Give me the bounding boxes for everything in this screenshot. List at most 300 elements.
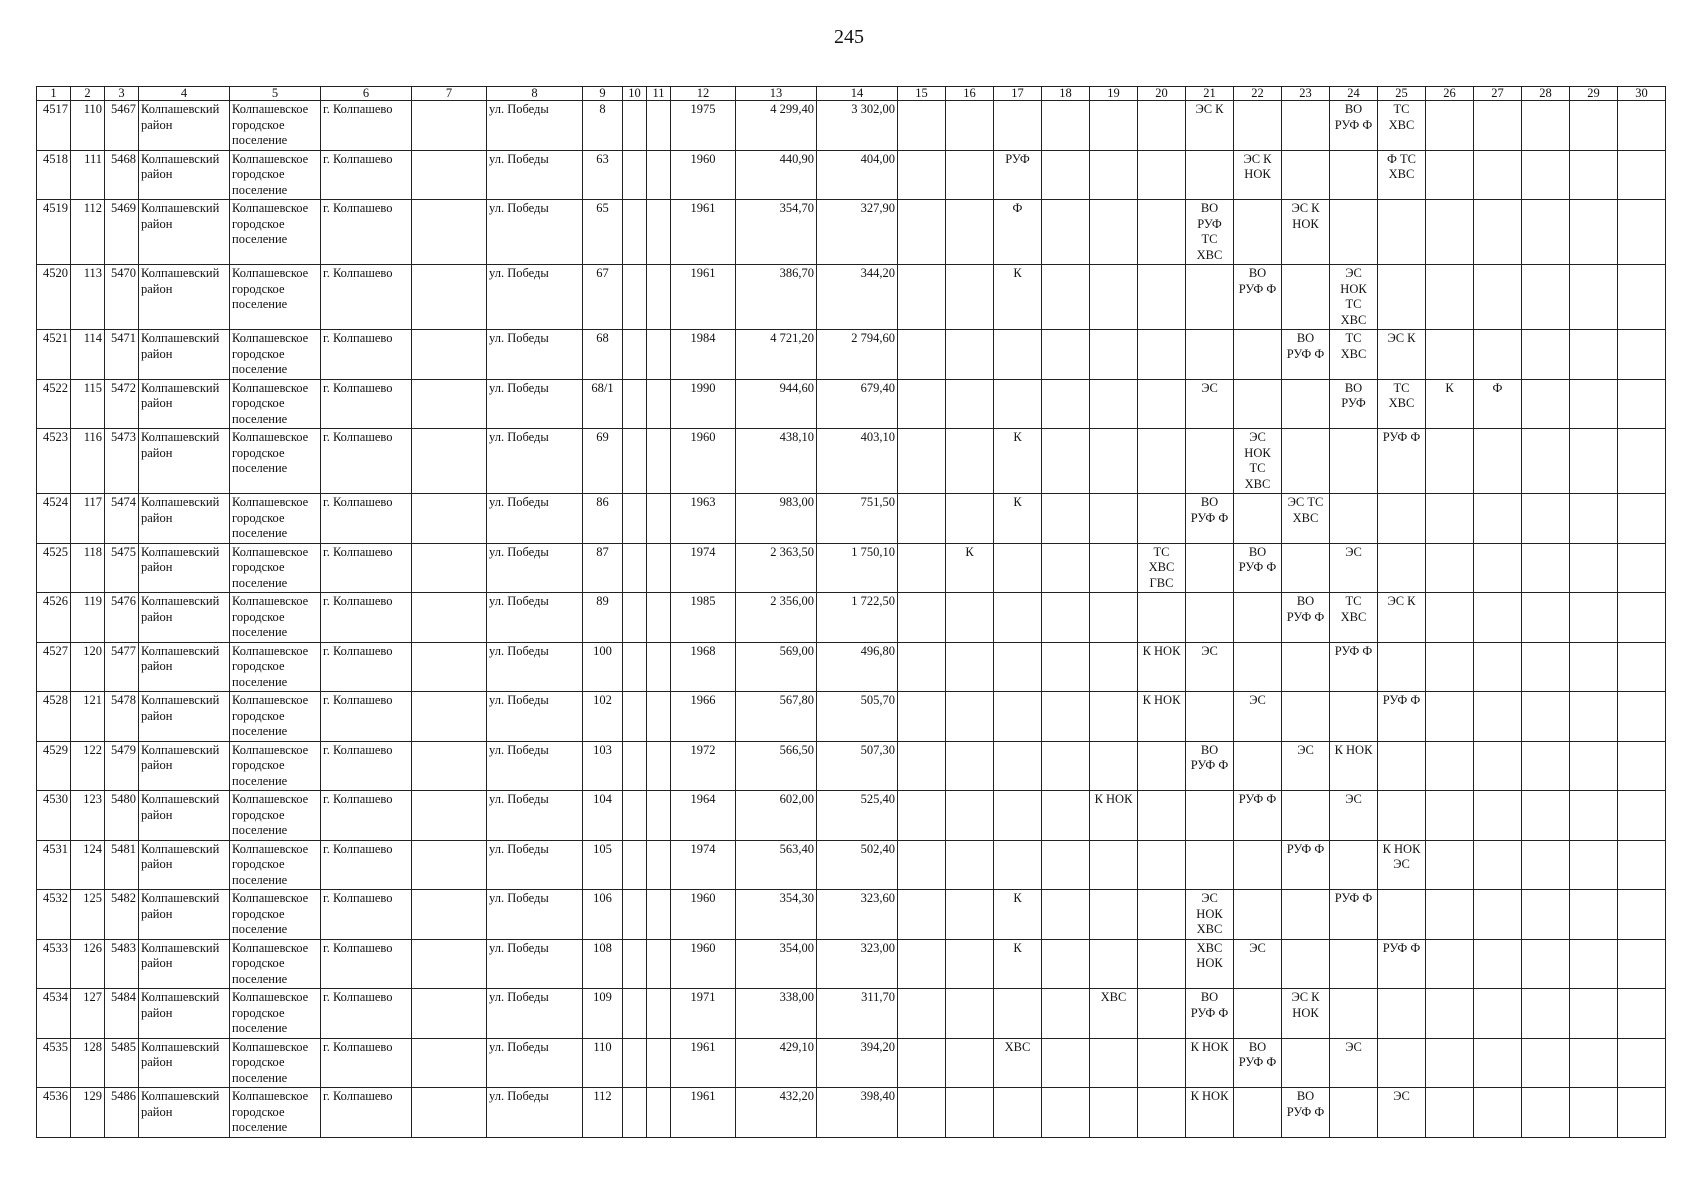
- table-cell: 5484: [105, 989, 139, 1039]
- table-cell: 344,20: [817, 265, 898, 330]
- table-cell: [1426, 692, 1474, 742]
- table-cell: 5474: [105, 494, 139, 544]
- table-cell: 354,30: [736, 890, 817, 940]
- table-cell: [1042, 840, 1090, 890]
- table-cell: [946, 429, 994, 494]
- table-cell: [412, 150, 487, 200]
- table-cell: [898, 890, 946, 940]
- table-cell: [1330, 150, 1378, 200]
- table-cell: [1474, 692, 1522, 742]
- table-cell: [1426, 330, 1474, 380]
- table-cell: [1570, 791, 1618, 841]
- table-cell: [412, 429, 487, 494]
- table-cell: Колпашевское городское поселение: [230, 1038, 321, 1088]
- table-cell: [1234, 989, 1282, 1039]
- table-cell: [412, 791, 487, 841]
- table-cell: [1138, 791, 1186, 841]
- table-cell: ВО РУФ Ф: [1330, 101, 1378, 151]
- table-cell: [898, 741, 946, 791]
- table-cell: 110: [583, 1038, 623, 1088]
- table-cell: ул. Победы: [487, 1038, 583, 1088]
- table-cell: [1522, 265, 1570, 330]
- table-cell: [1042, 939, 1090, 989]
- table-cell: [994, 791, 1042, 841]
- table-cell: [1186, 840, 1234, 890]
- table-cell: Колпашевское городское поселение: [230, 1088, 321, 1138]
- table-cell: [1426, 265, 1474, 330]
- table-cell: г. Колпашево: [321, 1038, 412, 1088]
- table-cell: [1042, 1088, 1090, 1138]
- table-cell: ул. Победы: [487, 593, 583, 643]
- table-cell: [1618, 265, 1666, 330]
- table-cell: Колпашевский район: [139, 1088, 230, 1138]
- table-cell: Колпашевский район: [139, 692, 230, 742]
- table-cell: [1522, 1038, 1570, 1088]
- table-cell: Колпашевский район: [139, 741, 230, 791]
- table-cell: К НОК: [1138, 642, 1186, 692]
- table-cell: РУФ Ф: [1378, 692, 1426, 742]
- table-cell: [898, 150, 946, 200]
- table-cell: 104: [583, 791, 623, 841]
- table-cell: [623, 543, 647, 593]
- table-cell: г. Колпашево: [321, 989, 412, 1039]
- table-cell: 679,40: [817, 379, 898, 429]
- table-cell: [1570, 429, 1618, 494]
- table-cell: 567,80: [736, 692, 817, 742]
- table-cell: Колпашевский район: [139, 330, 230, 380]
- table-cell: 125: [71, 890, 105, 940]
- table-cell: 4528: [37, 692, 71, 742]
- table-cell: [1234, 890, 1282, 940]
- table-cell: [1522, 150, 1570, 200]
- table-cell: [1282, 939, 1330, 989]
- table-cell: [1426, 200, 1474, 265]
- table-cell: Ф: [994, 200, 1042, 265]
- table-cell: ЭС НОК ТС ХВС: [1234, 429, 1282, 494]
- table-cell: К: [994, 429, 1042, 494]
- table-cell: 354,00: [736, 939, 817, 989]
- table-cell: [1522, 543, 1570, 593]
- table-cell: 311,70: [817, 989, 898, 1039]
- table-cell: [1042, 890, 1090, 940]
- table-cell: [946, 101, 994, 151]
- table-cell: [1138, 330, 1186, 380]
- table-cell: ВО РУФ Ф: [1234, 1038, 1282, 1088]
- table-cell: [994, 593, 1042, 643]
- table-cell: 106: [583, 890, 623, 940]
- table-cell: 983,00: [736, 494, 817, 544]
- table-cell: [1186, 692, 1234, 742]
- table-cell: [1378, 741, 1426, 791]
- table-cell: ВО РУФ Ф: [1234, 543, 1282, 593]
- table-cell: 4529: [37, 741, 71, 791]
- table-cell: 4524: [37, 494, 71, 544]
- table-cell: [1618, 1088, 1666, 1138]
- table-cell: [1474, 1038, 1522, 1088]
- table-cell: [994, 642, 1042, 692]
- table-cell: [1186, 150, 1234, 200]
- column-header: 18: [1042, 87, 1090, 101]
- table-cell: [1618, 741, 1666, 791]
- table-cell: [1042, 379, 1090, 429]
- table-cell: [647, 989, 671, 1039]
- table-cell: [898, 840, 946, 890]
- column-header: 30: [1618, 87, 1666, 101]
- table-cell: [1570, 692, 1618, 742]
- table-cell: ул. Победы: [487, 379, 583, 429]
- table-cell: 112: [583, 1088, 623, 1138]
- column-header: 1: [37, 87, 71, 101]
- table-cell: [623, 791, 647, 841]
- column-header: 29: [1570, 87, 1618, 101]
- table-cell: Колпашевское городское поселение: [230, 265, 321, 330]
- table-cell: [1090, 939, 1138, 989]
- table-row: [37, 692, 1666, 742]
- table-cell: 327,90: [817, 200, 898, 265]
- table-cell: ул. Победы: [487, 101, 583, 151]
- table-cell: ЭС: [1330, 543, 1378, 593]
- table-cell: 440,90: [736, 150, 817, 200]
- table-cell: [623, 101, 647, 151]
- table-cell: Ф: [1474, 379, 1522, 429]
- table-cell: 1985: [671, 593, 736, 643]
- table-cell: [1426, 840, 1474, 890]
- table-cell: 8: [583, 101, 623, 151]
- table-cell: [898, 330, 946, 380]
- table-cell: [946, 265, 994, 330]
- column-header: 20: [1138, 87, 1186, 101]
- table-cell: [1426, 890, 1474, 940]
- table-cell: 4522: [37, 379, 71, 429]
- table-cell: 4 721,20: [736, 330, 817, 380]
- column-header: 3: [105, 87, 139, 101]
- table-cell: [1618, 989, 1666, 1039]
- table-cell: г. Колпашево: [321, 543, 412, 593]
- table-cell: [1618, 494, 1666, 544]
- table-cell: [412, 692, 487, 742]
- table-cell: [412, 593, 487, 643]
- table-cell: [898, 642, 946, 692]
- table-cell: [1042, 989, 1090, 1039]
- table-cell: К: [946, 543, 994, 593]
- table-cell: [1330, 989, 1378, 1039]
- table-cell: 5477: [105, 642, 139, 692]
- table-cell: 5483: [105, 939, 139, 989]
- table-cell: Колпашевский район: [139, 890, 230, 940]
- table-cell: К НОК: [1138, 692, 1186, 742]
- table-cell: [1090, 330, 1138, 380]
- table-cell: Колпашевский район: [139, 593, 230, 643]
- table-cell: Колпашевское городское поселение: [230, 791, 321, 841]
- table-cell: [994, 840, 1042, 890]
- table-cell: 1961: [671, 200, 736, 265]
- table-row: [37, 494, 1666, 544]
- table-cell: [946, 150, 994, 200]
- table-cell: [1234, 593, 1282, 643]
- table-cell: ЭС НОК ХВС: [1186, 890, 1234, 940]
- table-cell: 944,60: [736, 379, 817, 429]
- table-cell: 110: [71, 101, 105, 151]
- table-cell: [1282, 890, 1330, 940]
- table-cell: [1474, 1088, 1522, 1138]
- table-cell: 751,50: [817, 494, 898, 544]
- table-cell: 4535: [37, 1038, 71, 1088]
- table-cell: [1042, 494, 1090, 544]
- table-cell: г. Колпашево: [321, 150, 412, 200]
- table-cell: 1961: [671, 1038, 736, 1088]
- table-cell: [1522, 494, 1570, 544]
- table-cell: [1570, 1038, 1618, 1088]
- table-cell: 4520: [37, 265, 71, 330]
- column-header: 10: [623, 87, 647, 101]
- table-cell: 602,00: [736, 791, 817, 841]
- table-cell: Колпашевское городское поселение: [230, 939, 321, 989]
- table-cell: 563,40: [736, 840, 817, 890]
- table-cell: 5467: [105, 101, 139, 151]
- table-cell: ЭС К НОК: [1234, 150, 1282, 200]
- table-cell: 1974: [671, 543, 736, 593]
- column-header: 13: [736, 87, 817, 101]
- table-cell: 398,40: [817, 1088, 898, 1138]
- table-cell: ВО РУФ Ф: [1234, 265, 1282, 330]
- table-cell: 404,00: [817, 150, 898, 200]
- table-cell: [1426, 1088, 1474, 1138]
- table-cell: [1282, 429, 1330, 494]
- table-cell: ТС ХВС: [1378, 101, 1426, 151]
- table-cell: [946, 840, 994, 890]
- table-cell: ЭС НОК ТС ХВС: [1330, 265, 1378, 330]
- table-cell: 68/1: [583, 379, 623, 429]
- table-cell: [1090, 840, 1138, 890]
- table-cell: [1618, 692, 1666, 742]
- table-cell: [1474, 593, 1522, 643]
- table-cell: [623, 379, 647, 429]
- table-cell: [412, 1038, 487, 1088]
- table-cell: 1963: [671, 494, 736, 544]
- table-cell: К: [994, 939, 1042, 989]
- table-cell: [994, 101, 1042, 151]
- table-cell: ул. Победы: [487, 939, 583, 989]
- table-cell: [1522, 1088, 1570, 1138]
- table-cell: [1426, 1038, 1474, 1088]
- table-cell: 1961: [671, 265, 736, 330]
- table-cell: г. Колпашево: [321, 200, 412, 265]
- column-header: 24: [1330, 87, 1378, 101]
- table-cell: [1138, 150, 1186, 200]
- table-cell: 569,00: [736, 642, 817, 692]
- table-row: [37, 791, 1666, 841]
- table-cell: [1042, 429, 1090, 494]
- table-row: [37, 593, 1666, 643]
- table-cell: 2 356,00: [736, 593, 817, 643]
- table-cell: [647, 101, 671, 151]
- table-cell: [1186, 791, 1234, 841]
- column-header: 5: [230, 87, 321, 101]
- table-cell: Колпашевский район: [139, 840, 230, 890]
- table-cell: [1618, 330, 1666, 380]
- table-cell: [994, 1088, 1042, 1138]
- table-cell: 105: [583, 840, 623, 890]
- table-cell: Колпашевский район: [139, 494, 230, 544]
- table-cell: ЭС: [1186, 642, 1234, 692]
- table-row: [37, 741, 1666, 791]
- table-cell: [1522, 593, 1570, 643]
- table-cell: 1966: [671, 692, 736, 742]
- table-cell: [1330, 692, 1378, 742]
- table-cell: ул. Победы: [487, 543, 583, 593]
- table-cell: [647, 379, 671, 429]
- table-cell: К: [994, 494, 1042, 544]
- table-cell: [898, 989, 946, 1039]
- table-cell: 5486: [105, 1088, 139, 1138]
- table-cell: [898, 939, 946, 989]
- table-cell: 5473: [105, 429, 139, 494]
- table-cell: [1186, 265, 1234, 330]
- table-cell: [1042, 101, 1090, 151]
- table-cell: [898, 379, 946, 429]
- table-row: [37, 840, 1666, 890]
- table-cell: ЭС К: [1186, 101, 1234, 151]
- table-cell: ВО РУФ Ф: [1282, 593, 1330, 643]
- table-cell: [898, 200, 946, 265]
- table-cell: [1234, 741, 1282, 791]
- table-cell: ЭС К НОК: [1282, 989, 1330, 1039]
- table-cell: [412, 494, 487, 544]
- table-cell: [647, 840, 671, 890]
- table-cell: [1138, 379, 1186, 429]
- page-number: 245: [834, 26, 864, 48]
- table-cell: Колпашевский район: [139, 939, 230, 989]
- table-cell: 65: [583, 200, 623, 265]
- table-cell: ЭС: [1186, 379, 1234, 429]
- table-cell: г. Колпашево: [321, 1088, 412, 1138]
- table-cell: 122: [71, 741, 105, 791]
- table-cell: [1186, 330, 1234, 380]
- table-cell: [1474, 101, 1522, 151]
- column-header: 17: [994, 87, 1042, 101]
- table-cell: 112: [71, 200, 105, 265]
- column-header: 8: [487, 87, 583, 101]
- table-cell: г. Колпашево: [321, 379, 412, 429]
- table-cell: ул. Победы: [487, 890, 583, 940]
- table-cell: [647, 330, 671, 380]
- table-row: [37, 150, 1666, 200]
- table-cell: [946, 1038, 994, 1088]
- column-header: 26: [1426, 87, 1474, 101]
- table-cell: [946, 1088, 994, 1138]
- table-cell: [623, 1038, 647, 1088]
- table-cell: 102: [583, 692, 623, 742]
- table-cell: [1138, 265, 1186, 330]
- table-cell: [1090, 692, 1138, 742]
- table-cell: [1570, 101, 1618, 151]
- table-cell: 4517: [37, 101, 71, 151]
- table-cell: [647, 150, 671, 200]
- table-cell: г. Колпашево: [321, 330, 412, 380]
- table-cell: Колпашевское городское поселение: [230, 692, 321, 742]
- table-cell: [1426, 150, 1474, 200]
- table-cell: [994, 989, 1042, 1039]
- table-cell: Колпашевский район: [139, 1038, 230, 1088]
- table-cell: ул. Победы: [487, 791, 583, 841]
- table-cell: ВО РУФ Ф: [1186, 741, 1234, 791]
- table-cell: [1618, 101, 1666, 151]
- table-cell: [1522, 429, 1570, 494]
- table-cell: [1042, 543, 1090, 593]
- table-cell: Колпашевский район: [139, 429, 230, 494]
- table-cell: [647, 692, 671, 742]
- table-cell: Колпашевский район: [139, 791, 230, 841]
- table-cell: 119: [71, 593, 105, 643]
- table-cell: [1522, 840, 1570, 890]
- table-cell: [1618, 1038, 1666, 1088]
- table-cell: [647, 494, 671, 544]
- table-cell: [1570, 642, 1618, 692]
- table-cell: [1090, 379, 1138, 429]
- table-cell: [412, 741, 487, 791]
- table-cell: г. Колпашево: [321, 101, 412, 151]
- table-cell: г. Колпашево: [321, 692, 412, 742]
- table-cell: [1282, 101, 1330, 151]
- table-cell: 5480: [105, 791, 139, 841]
- table-cell: 4 299,40: [736, 101, 817, 151]
- table-cell: ул. Победы: [487, 265, 583, 330]
- table-cell: 5478: [105, 692, 139, 742]
- table-cell: [898, 265, 946, 330]
- table-cell: 126: [71, 939, 105, 989]
- table-cell: Колпашевский район: [139, 379, 230, 429]
- table-cell: [1570, 989, 1618, 1039]
- table-cell: Колпашевский район: [139, 265, 230, 330]
- column-header: 19: [1090, 87, 1138, 101]
- table-cell: [1138, 429, 1186, 494]
- table-cell: 507,30: [817, 741, 898, 791]
- table-cell: [1282, 791, 1330, 841]
- table-cell: 4526: [37, 593, 71, 643]
- table-cell: ВО РУФ ТС ХВС: [1186, 200, 1234, 265]
- table-cell: [1042, 150, 1090, 200]
- table-cell: [412, 939, 487, 989]
- table-cell: [1618, 429, 1666, 494]
- table-cell: Колпашевское городское поселение: [230, 593, 321, 643]
- table-cell: [1522, 692, 1570, 742]
- table-cell: [1474, 890, 1522, 940]
- table-cell: [1042, 741, 1090, 791]
- table-cell: [1090, 642, 1138, 692]
- registry-rows: [37, 101, 1666, 1138]
- table-cell: [1426, 989, 1474, 1039]
- table-cell: 1 750,10: [817, 543, 898, 593]
- table-cell: [1522, 642, 1570, 692]
- table-cell: [1042, 1038, 1090, 1088]
- table-cell: [412, 840, 487, 890]
- table-cell: ул. Победы: [487, 330, 583, 380]
- table-cell: Колпашевский район: [139, 101, 230, 151]
- table-cell: [412, 890, 487, 940]
- table-cell: [1474, 989, 1522, 1039]
- table-cell: 4536: [37, 1088, 71, 1138]
- table-cell: [1570, 150, 1618, 200]
- table-cell: 63: [583, 150, 623, 200]
- table-cell: [1234, 840, 1282, 890]
- table-cell: 502,40: [817, 840, 898, 890]
- table-cell: Колпашевское городское поселение: [230, 379, 321, 429]
- table-cell: [1618, 939, 1666, 989]
- table-cell: 69: [583, 429, 623, 494]
- table-cell: 1964: [671, 791, 736, 841]
- table-cell: 109: [583, 989, 623, 1039]
- table-cell: г. Колпашево: [321, 593, 412, 643]
